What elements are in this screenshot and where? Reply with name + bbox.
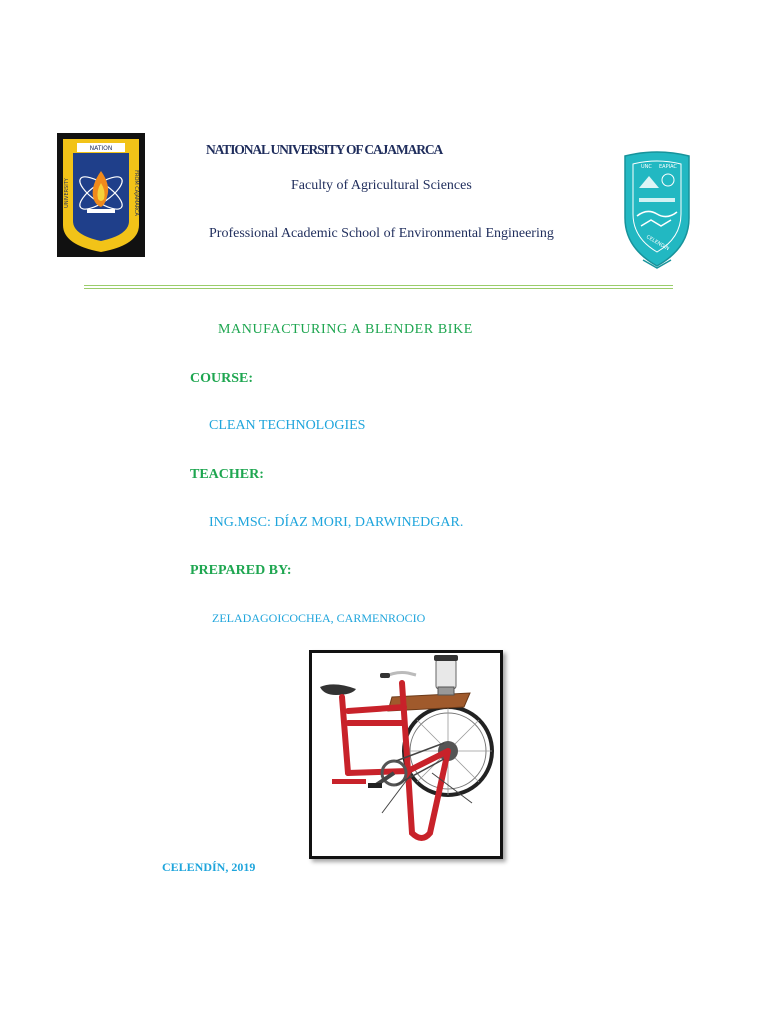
- prepared-by-label-text: PREPARED BY:: [190, 563, 292, 578]
- course-label-text: COURSE:: [190, 371, 254, 386]
- blender-bike-icon: [312, 653, 500, 856]
- shield-top-right-text: EAPIAC: [659, 164, 677, 170]
- blender-bike-image: [309, 650, 503, 859]
- document-title: MANUFACTURING A BLENDER BIKE: [218, 322, 473, 337]
- crest-left-text: UNIVERSITY: [64, 178, 70, 208]
- header-divider-top: [84, 285, 673, 286]
- university-crest-icon: [57, 133, 145, 257]
- course-value: CLEAN TECHNOLOGIES: [209, 418, 366, 433]
- teacher-value: ING.MSC: DÍAZ MORI, DARWINEDGAR.: [209, 515, 464, 530]
- prepared-by-label: [186, 563, 292, 579]
- shield-top-left-text: UNC: [641, 164, 652, 170]
- university-name: NATIONAL UNIVERSITY OF CAJAMARCA: [206, 142, 443, 157]
- crest-right-text: FROM CAJAMARCA: [133, 170, 139, 216]
- shield-bottom-text: CELENDÍN: [644, 234, 671, 253]
- teacher-label: [186, 467, 264, 483]
- course-label: [186, 371, 253, 387]
- school-name: Professional Academic School of Environmental Engineering: [209, 226, 554, 241]
- faculty-shield-icon: [621, 148, 693, 270]
- header-divider-bottom: [84, 288, 673, 289]
- faculty-shield: [621, 148, 693, 270]
- faculty-name: Faculty of Agricultural Sciences: [291, 178, 472, 193]
- prepared-by-value: ZELADAGOICOCHEA, CARMENROCIO: [212, 611, 426, 625]
- university-crest: [57, 133, 145, 257]
- crest-top-text: NATION: [89, 145, 113, 152]
- city-year: CELENDÍN, 2019: [162, 860, 256, 874]
- teacher-label-text: TEACHER:: [190, 467, 264, 482]
